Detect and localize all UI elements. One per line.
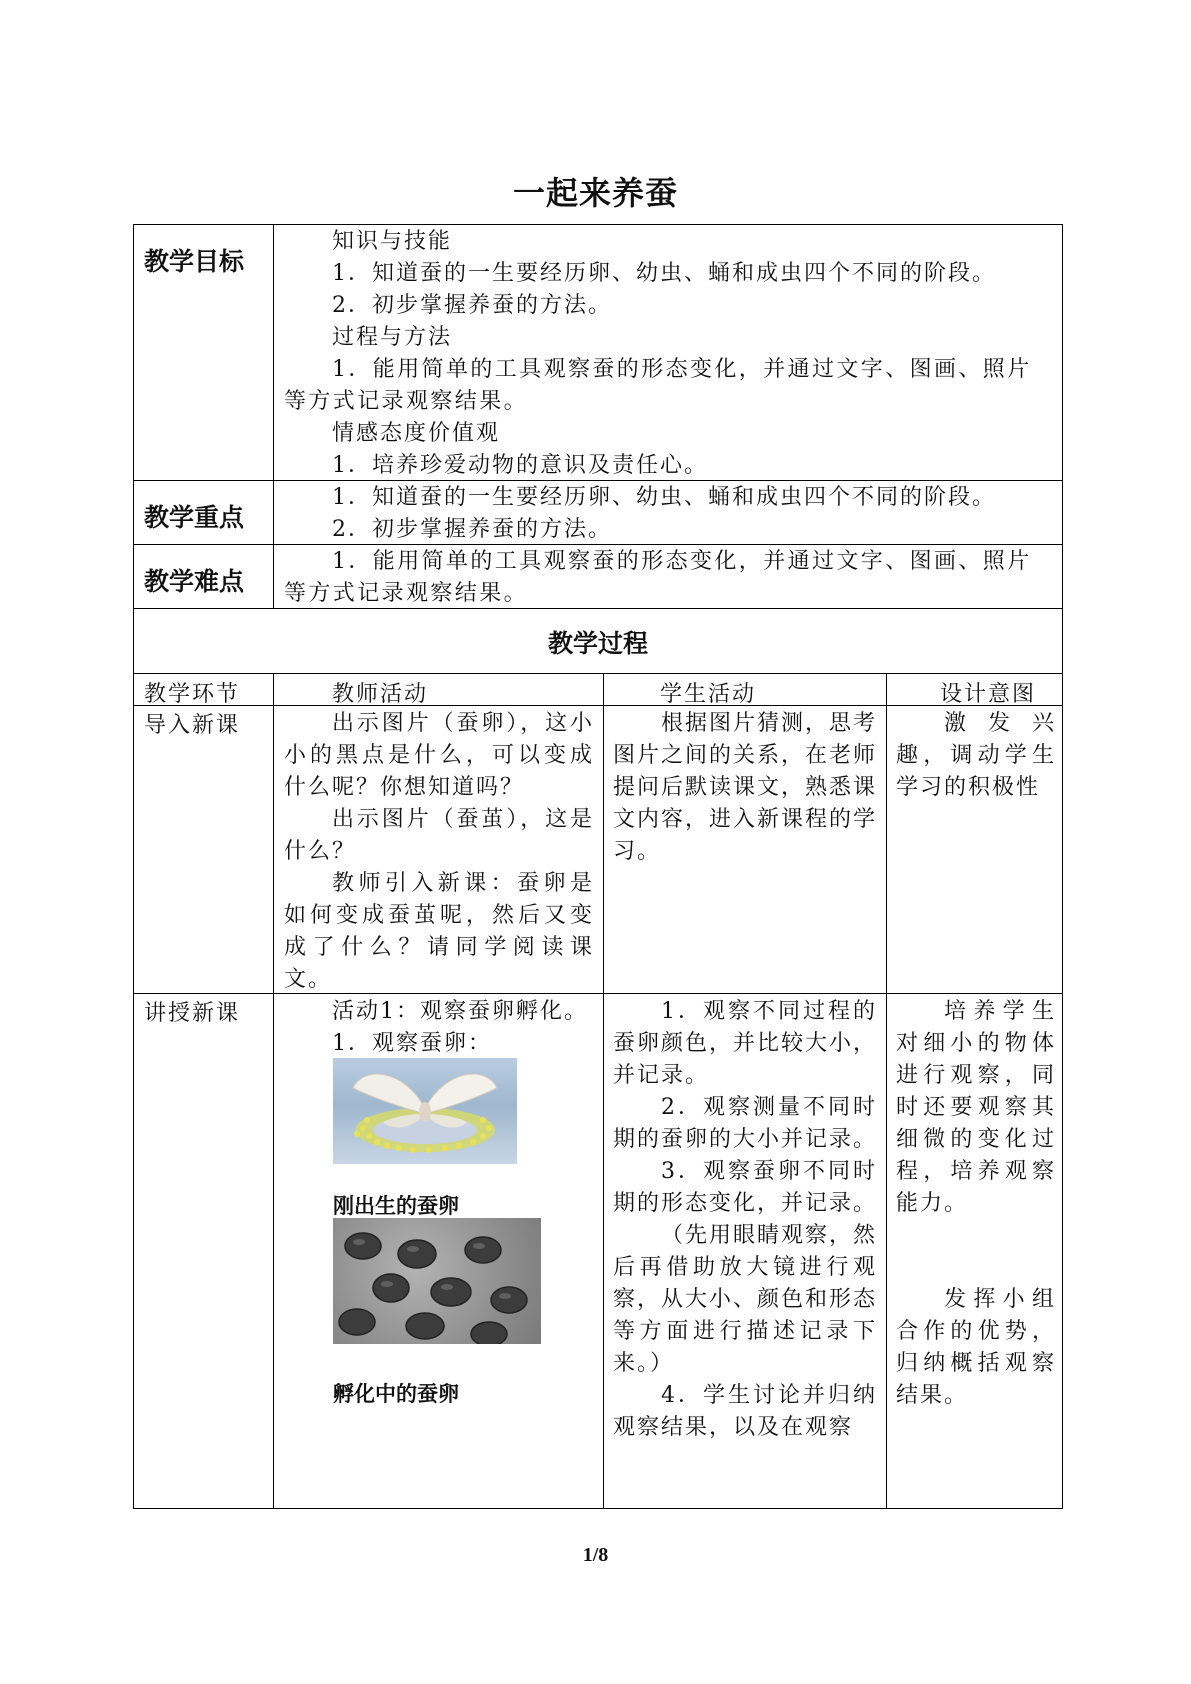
objective-line: 情感态度价值观	[332, 421, 501, 446]
key-point-line: 1．知道蚕的一生要经历卵、幼虫、蛹和成虫四个不同的阶段。	[332, 485, 996, 510]
stage-intro: 导入新课	[144, 713, 241, 738]
intro-design-intent	[896, 708, 1056, 804]
intent-line: 发挥小组合作的优势，归纳概括观察结果。	[896, 1287, 1056, 1408]
lesson-design-intent	[896, 996, 1056, 1412]
teacher-line: 活动1：观察蚕卵孵化。	[332, 999, 588, 1024]
caption-newborn-eggs: 刚出生的蚕卵	[333, 1194, 459, 1218]
column-divider	[603, 673, 604, 1509]
column-divider	[273, 673, 274, 1509]
moth-and-eggs-icon	[333, 1058, 517, 1164]
objective-line: 1．能用简单的工具观察蚕的形态变化，并通过文字、图画、照片等方式记录观察结果。	[284, 357, 1032, 414]
objectives-content	[284, 226, 1054, 482]
student-line: 2．观察测量不同时期的蚕卵的大小并记录。	[613, 1095, 878, 1152]
student-line: （先用眼睛观察，然后再借助放大镜进行观察，从大小、颜色和形态等方面进行描述记录下来。）	[613, 1223, 878, 1376]
difficulty-line: 1．能用简单的工具观察蚕的形态变化，并通过文字、图画、照片等方式记录观察结果。	[284, 549, 1032, 606]
key-points-label: 教学重点	[144, 503, 245, 532]
caption-hatching-eggs: 孵化中的蚕卵	[333, 1382, 459, 1406]
objective-line: 知识与技能	[332, 229, 453, 254]
teacher-line: 出示图片（蚕茧），这是什么？	[284, 807, 594, 864]
lesson-student-activity	[613, 996, 877, 1444]
objective-line: 过程与方法	[332, 325, 453, 350]
document-title: 一起来养蚕	[512, 174, 678, 212]
process-heading: 教学过程	[547, 629, 648, 658]
intro-student-activity	[613, 708, 877, 868]
column-divider	[886, 673, 887, 1509]
difficulties-label: 教学难点	[144, 567, 245, 596]
silkworm-eggs-photo-hatching	[333, 1218, 541, 1344]
stage-new-lesson: 讲授新课	[144, 1001, 241, 1026]
column-header-stage: 教学环节	[144, 682, 241, 707]
intro-teacher-activity	[284, 708, 594, 996]
key-point-line: 2．初步掌握养蚕的方法。	[332, 517, 612, 542]
page-number: 1/8	[582, 1544, 609, 1566]
column-divider	[273, 224, 274, 608]
intent-line: 激发兴趣，调动学生学习的积极性	[896, 711, 1056, 800]
teacher-line: 1．观察蚕卵：	[332, 1031, 492, 1056]
difficulties-content	[284, 546, 1054, 610]
student-line: 4．学生讨论并归纳观察结果，以及在观察	[613, 1383, 877, 1440]
objective-line: 1．培养珍爱动物的意识及责任心。	[332, 453, 708, 478]
objective-line: 1．知道蚕的一生要经历卵、幼虫、蛹和成虫四个不同的阶段。	[332, 261, 996, 286]
objectives-label: 教学目标	[144, 247, 245, 276]
silkworm-eggs-photo-newborn	[333, 1058, 517, 1164]
egg-cluster-icon	[333, 1218, 541, 1344]
student-line: 根据图片猜测，思考图片之间的关系，在老师提问后默读课文，熟悉课文内容，进入新课程的学习。	[613, 711, 878, 864]
student-line: 3．观察蚕卵不同时期的形态变化，并记录。	[613, 1159, 878, 1216]
teacher-line: 出示图片（蚕卵），这小小的黑点是什么，可以变成什么呢？你想知道吗？	[284, 711, 594, 800]
column-header-intent: 设计意图	[940, 682, 1037, 707]
lesson-teacher-activity	[284, 996, 594, 1060]
column-header-student: 学生活动	[660, 682, 757, 707]
objective-line: 2．初步掌握养蚕的方法。	[332, 293, 612, 318]
key-points-content	[284, 482, 1054, 546]
intent-line: 培养学生对细小的物体进行观察，同时还要观察其细微的变化过程，培养观察能力。	[896, 999, 1056, 1216]
student-line: 1．观察不同过程的蚕卵颜色，并比较大小，并记录。	[613, 999, 878, 1088]
column-header-teacher: 教师活动	[332, 682, 429, 707]
teacher-line: 教师引入新课：蚕卵是如何变成蚕茧呢，然后又变成了什么？请同学阅读课文。	[284, 871, 594, 992]
